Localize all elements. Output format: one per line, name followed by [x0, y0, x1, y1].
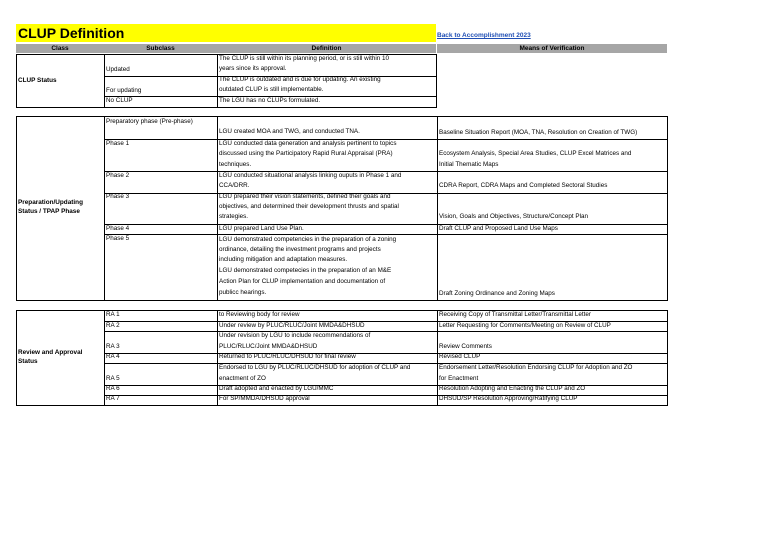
verification-cell: for Enactment	[439, 375, 479, 382]
definition-cell: objectives, and determined their development thrusts and spatial	[219, 203, 399, 210]
verification-cell: CDRA Report, CDRA Maps and Completed Sectoral Studies	[439, 182, 608, 189]
verification-cell: Vision, Goals and Objectives, Structure/Concept Plan	[439, 213, 588, 220]
definition-cell: enactment of ZO	[219, 375, 266, 382]
definition-cell: Draft adopted and enacted by LGU/MMC	[219, 385, 334, 392]
subclass-cell: RA 5	[106, 375, 120, 382]
subclass-cell: No CLUP	[106, 97, 133, 104]
definition-cell: LGU demonstrated competecies in the preparation of an M&E	[219, 267, 392, 274]
definition-cell: outdated CLUP is still implementable.	[219, 86, 324, 93]
verification-cell: Initial Thematic Maps	[439, 161, 499, 168]
subclass-cell: Phase 3	[106, 193, 130, 200]
definition-cell: techniques.	[219, 161, 252, 168]
definition-cell: LGU created MOA and TWG, and conducted TNA.	[219, 128, 360, 135]
header-verification: Means of Verification	[437, 44, 667, 53]
subclass-cell: Preparatory phase (Pre-phase)	[106, 118, 193, 125]
subclass-cell: Updated	[106, 66, 130, 73]
back-to-accomplishment-link[interactable]: Back to Accomplishment 2023	[437, 32, 531, 39]
definition-cell: LGU demonstrated competencies in the preparation of a zoning	[219, 236, 397, 243]
definition-cell: including mitigation and adaptation measures.	[219, 256, 348, 263]
definition-cell: PLUC/RLUC/Joint MMDA&DHSUD	[219, 343, 318, 350]
verification-cell: Letter Requesting for Comments/Meeting on Review of CLUP	[439, 322, 611, 329]
definition-cell: Endorsed to LGU by PLUC/RLUC/DHSUD for adoption of CLUP and	[219, 364, 411, 371]
verification-cell: Endorsement Letter/Resolution Endorsing CLUP for Adoption and ZO	[439, 364, 633, 371]
definition-cell: Returned to PLUC/RLUC/DHSUD for final review	[219, 353, 356, 360]
subclass-cell: RA 4	[106, 353, 120, 360]
verification-cell: Ecosystem Analysis, Special Area Studies, CLUP Excel Matrices and	[439, 150, 632, 157]
verification-cell: Revised CLUP	[439, 353, 481, 360]
verification-cell: Baseline Situation Report (MOA, TNA, Resolution on Creation of TWG)	[439, 129, 638, 136]
subclass-cell: RA 6	[106, 385, 120, 392]
class-label: Status / TPAP Phase	[18, 208, 80, 215]
definition-cell: publicc hearings.	[219, 289, 267, 296]
verification-cell: Draft CLUP and Proposed Land Use Maps	[439, 225, 558, 232]
page-title: CLUP Definition	[16, 24, 436, 42]
definition-cell: The LGU has no CLUPs formulated.	[219, 97, 321, 104]
definition-cell: LGU conducted data generation and analysis pertinent to topics	[219, 140, 397, 147]
header-definition: Definition	[217, 44, 436, 53]
verification-cell: Draft Zoning Ordinance and Zoning Maps	[439, 290, 555, 297]
header-subclass: Subclass	[104, 44, 217, 53]
class-label: Status	[18, 358, 38, 365]
definition-cell: ordinance, detailing the investment programs and projects	[219, 246, 381, 253]
subclass-cell: Phase 4	[106, 225, 130, 232]
subclass-cell: RA 1	[106, 311, 120, 318]
definition-cell: LGU conducted situational analysis linking ouputs in Phase 1 and	[219, 172, 402, 179]
subclass-cell: Phase 2	[106, 172, 130, 179]
verification-cell: DHSUD/SP Resolution Approving/Ratifying CLUP	[439, 395, 578, 402]
definition-cell: LGU prepared their vision statements, defined their goals and	[219, 193, 391, 200]
subclass-cell: For updating	[106, 87, 142, 94]
subclass-cell: Phase 1	[106, 140, 130, 147]
verification-cell: Review Comments	[439, 343, 492, 350]
definition-cell: The CLUP is outdated and is due for updating. An existing	[219, 76, 381, 83]
subclass-cell: RA 7	[106, 395, 120, 402]
definition-cell: discussed using the Participatory Rapid Rural Appraisal (PRA)	[219, 150, 393, 157]
definition-cell: CCA/DRR.	[219, 182, 250, 189]
definition-cell: LGU prepared Land Use Plan.	[219, 225, 304, 232]
definition-cell: Under review by PLUC/RLUC/Joint MMDA&DHSUD	[219, 322, 365, 329]
verification-cell: Receiving Copy of Transmittal Letter/Transmittal Letter	[439, 311, 592, 318]
definition-cell: For SP/MMDA/DHSUD approval	[219, 395, 310, 402]
definition-cell: Action Plan for CLUP implementation and documentation of	[219, 278, 386, 285]
verification-cell: Resolution Adopting and Enacting the CLUP and ZO	[439, 385, 586, 392]
definition-cell: Under revision by LGU to include recommendations of	[219, 332, 371, 339]
class-label: Review and Approval	[18, 349, 83, 356]
header-class: Class	[16, 44, 104, 53]
subclass-cell: Phase 5	[106, 235, 130, 242]
definition-cell: to Reviewing body for review	[219, 311, 300, 318]
definition-cell: years since its approval.	[219, 65, 287, 72]
class-label: Preparation/Updating	[18, 199, 83, 206]
definition-cell: The CLUP is still within its planning period, or is still within 10	[219, 55, 389, 62]
subclass-cell: RA 3	[106, 343, 120, 350]
class-label: CLUP Status	[18, 77, 57, 84]
subclass-cell: RA 2	[106, 322, 120, 329]
definition-cell: strategies.	[219, 213, 249, 220]
